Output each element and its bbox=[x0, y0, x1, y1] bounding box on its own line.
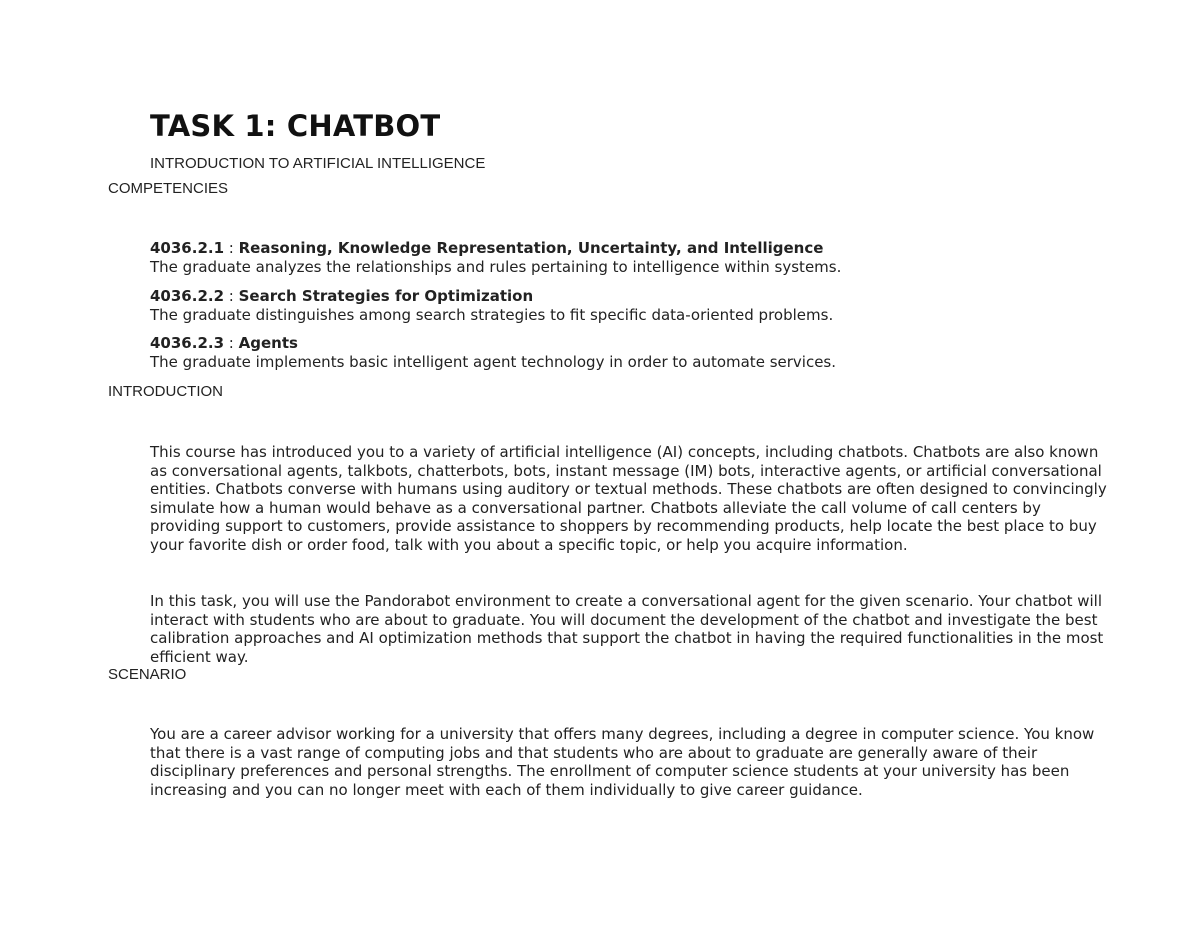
competency-code: 4036.2.1 bbox=[150, 239, 225, 257]
competency-name: Search Strategies for Optimization bbox=[238, 287, 534, 305]
competency-title bbox=[150, 287, 1110, 306]
competency-separator: : bbox=[224, 239, 239, 257]
competency-item bbox=[150, 334, 1110, 372]
competency-title bbox=[150, 239, 1110, 258]
competency-item bbox=[150, 287, 1110, 325]
competency-name: Reasoning, Knowledge Representation, Uncertainty, and Intelligence bbox=[238, 239, 824, 257]
introduction-paragraph: This course has introduced you to a variety of artificial intelligence (AI) concepts, including chatbots. Chatbots are also known as conversational agents, talkbots, chatterbots, bots, instant message (IM) bots, interactive agents, or artificial conversational entities. Chatbots converse with humans using auditory or textual methods. These chatbots are often designed to convincingly simulate how a human would behave as a conversational partner. Chatbots alleviate the call volume of call centers by providing support to customers, provide assistance to shoppers by recommending products, help locate the best place to buy your favorite dish or order food, talk with you about a specific topic, or help you acquire information. bbox=[150, 443, 1107, 554]
competency-description: The graduate distinguishes among search strategies to fit specific data-oriented problems. bbox=[150, 306, 834, 324]
scenario-heading: SCENARIO bbox=[108, 666, 187, 683]
document-title: TASK 1: CHATBOT bbox=[150, 109, 441, 143]
competency-separator: : bbox=[224, 334, 239, 352]
competency-description: The graduate implements basic intelligent agent technology in order to automate services. bbox=[150, 353, 837, 371]
competency-description: The graduate analyzes the relationships and rules pertaining to intelligence within systems. bbox=[150, 258, 842, 276]
introduction-heading: INTRODUCTION bbox=[108, 383, 223, 400]
competency-code: 4036.2.3 bbox=[150, 334, 225, 352]
document-subtitle: INTRODUCTION TO ARTIFICIAL INTELLIGENCE bbox=[150, 155, 486, 172]
competency-code: 4036.2.2 bbox=[150, 287, 225, 305]
introduction-paragraph: In this task, you will use the Pandorabot environment to create a conversational agent for the given scenario. Your chatbot will interact with students who are about to graduate. You will document the development of the chatbot and investigate the best calibration approaches and AI optimization methods that support the chatbot in having the required functionalities in the most efficient way. bbox=[150, 592, 1104, 666]
competencies-heading: COMPETENCIES bbox=[108, 180, 229, 197]
competency-item bbox=[150, 239, 1110, 277]
competency-title bbox=[150, 334, 1110, 353]
competency-separator: : bbox=[224, 287, 239, 305]
scenario-paragraph: You are a career advisor working for a university that offers many degrees, including a degree in computer science. You know that there is a vast range of computing jobs and that students who are about to graduate are generally aware of their disciplinary preferences and personal strengths. The enrollment of computer science students at your university has been increasing and you can no longer meet with each of them individually to give career guidance. bbox=[150, 725, 1095, 799]
competency-name: Agents bbox=[238, 334, 298, 352]
